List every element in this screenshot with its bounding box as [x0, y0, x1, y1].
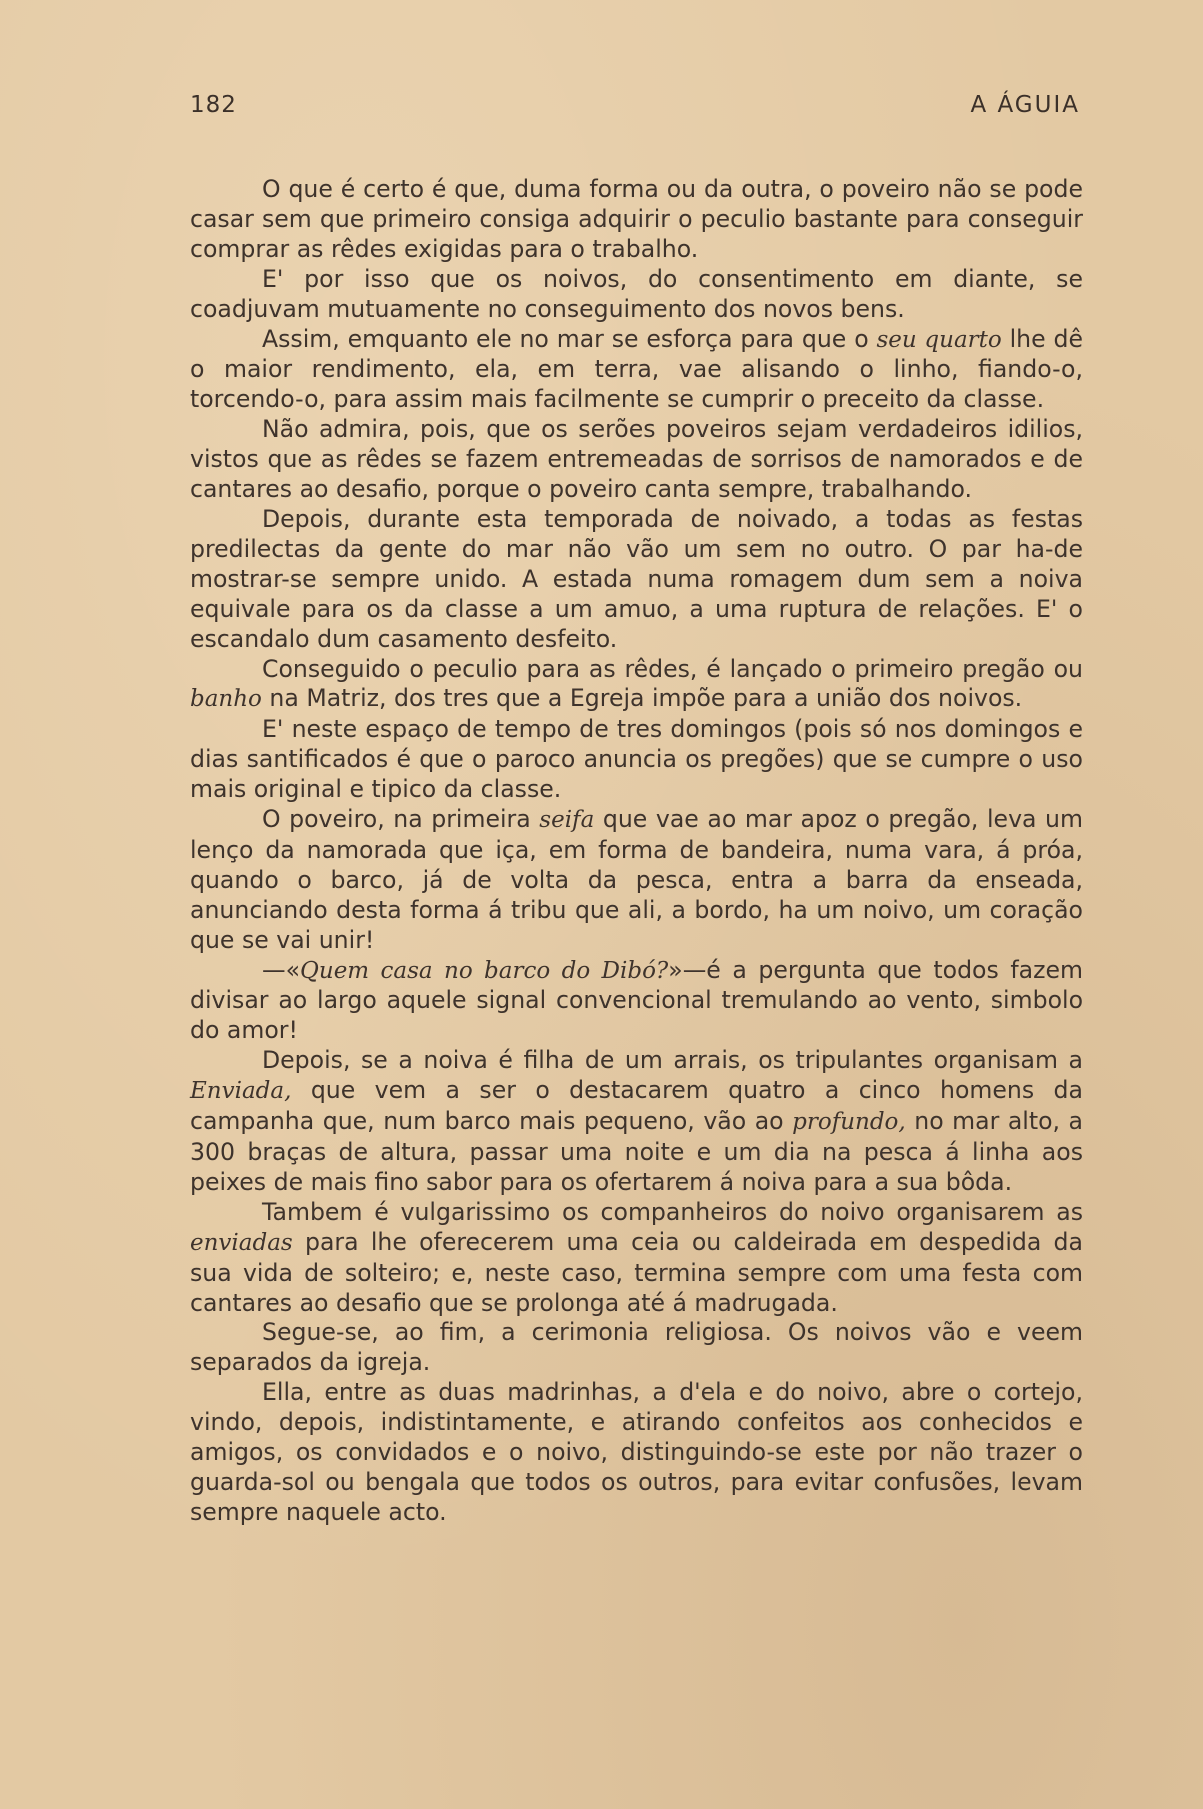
text-run: E' por isso que os noivos, do consentimento em diante, se coadjuvam mutuamente no conseguimento dos novos bens. — [190, 264, 1083, 323]
text-run: que vae ao mar apoz o pregão, leva um lenço da namorada que iça, em forma de bandeira, numa vara, á próa, quando o barco, já de volta da pesca, entra a barra da enseada, anunciando desta forma á tribu que ali, a bordo, ha um noivo, um coração que se vai unir! — [190, 805, 1083, 954]
paragraph — [190, 715, 1083, 805]
italic-term: Quem casa no barco do Dibó? — [300, 957, 669, 984]
text-run: »—é a pergunta que todos fazem divisar ao largo aquele signal convencional tremulando ao vento, simbolo do amor! — [190, 955, 1084, 1045]
paragraph — [190, 1378, 1083, 1528]
text-run: que vem a ser o destacarem quatro a cinco homens da campanha que, num barco mais pequeno, vão ao — [190, 1076, 1083, 1136]
text-run: Segue-se, ao fim, a cerimonia religiosa. Os noivos vão e veem separados da igreja. — [190, 1318, 1083, 1377]
paragraph — [190, 325, 1083, 416]
paragraph — [190, 505, 1083, 655]
italic-term: seu quarto — [876, 326, 1002, 353]
italic-term: profundo, — [792, 1109, 906, 1136]
text-run: Tambem é vulgarissimo os companheiros do noivo organisarem as — [262, 1197, 1083, 1226]
text-run: Depois, durante esta temporada de noivado, a todas as festas predilectas da gente do mar não vão um sem no outro. O par ha-de mostrar-se sempre unido. A estada numa romagem dum sem a noiva equivale para os da classe a um amuo, a uma ruptura de relações. E' o escandalo dum casamento desfeito. — [190, 504, 1083, 653]
text-run: lhe dê o maior rendimento, ela, em terra, vae alisando o linho, fiando-o, torcendo-o, para assim mais facilmente se cumprir o preceito da classe. — [190, 324, 1083, 414]
text-run: O que é certo é que, duma forma ou da outra, o poveiro não se pode casar sem que primeiro consiga adquirir o peculio bastante para conseguir comprar as rêdes exigidas para o trabalho. — [190, 175, 1083, 263]
body-text — [190, 175, 1083, 1528]
text-run: O poveiro, na primeira — [262, 805, 540, 834]
text-run: Não admira, pois, que os serões poveiros sejam verdadeiros idilios, vistos que as rêdes se fazem entremeadas de sorrisos de namorados e de cantares ao desafio, porque o poveiro canta sempre, trabalhando. — [190, 415, 1083, 504]
text-run: para lhe oferecerem uma ceia ou caldeirada em despedida da sua vida de solteiro; e, neste caso, termina sempre com uma festa com cantares ao desafio que se prolonga até á madrugada. — [190, 1227, 1083, 1317]
text-run: E' neste espaço de tempo de tres domingos (pois só nos domingos e dias santificados é que o paroco anuncia os pregões) que se cumpre o uso mais original e tipico da classe. — [190, 715, 1083, 804]
italic-term: banho — [190, 686, 262, 713]
page-number: 182 — [190, 92, 237, 118]
paragraph — [190, 956, 1083, 1047]
text-run: Depois, se a noiva é filha de um arrais, os tripulantes organisam a — [262, 1046, 1083, 1075]
paragraph — [190, 805, 1083, 956]
text-run: no mar alto, a 300 braças de altura, passar uma noite e um dia na pesca á linha aos peixes de mais fino sabor para os ofertarem á noiva para a sua bôda. — [190, 1107, 1083, 1196]
paragraph — [190, 655, 1083, 716]
paragraph — [190, 175, 1083, 265]
running-title: A ÁGUIA — [970, 92, 1080, 118]
italic-term: enviadas — [190, 1229, 293, 1256]
paragraph — [190, 1046, 1083, 1198]
paragraph — [190, 1318, 1083, 1378]
text-run: Conseguido o peculio para as rêdes, é lançado o primeiro pregão ou — [262, 654, 1083, 683]
paragraph — [190, 1198, 1083, 1319]
italic-term: Enviada, — [190, 1078, 292, 1105]
text-run: na Matriz, dos tres que a Egreja impõe para a união dos noivos. — [261, 684, 1023, 713]
italic-term: seifa — [539, 807, 595, 834]
text-run: Ella, entre as duas madrinhas, a d'ela e do noivo, abre o cortejo, vindo, depois, indistintamente, e atirando confeitos aos conhecidos e amigos, os convidados e o noivo, distinguindo-se este por não trazer o guarda-sol ou bengala que todos os outros, para evitar confusões, levam sempre naquele acto. — [190, 1378, 1083, 1526]
paragraph — [190, 415, 1083, 505]
text-run: Assim, emquanto ele no mar se esforça para que o — [262, 324, 877, 353]
text-run: —« — [262, 955, 301, 984]
paragraph — [190, 265, 1083, 325]
